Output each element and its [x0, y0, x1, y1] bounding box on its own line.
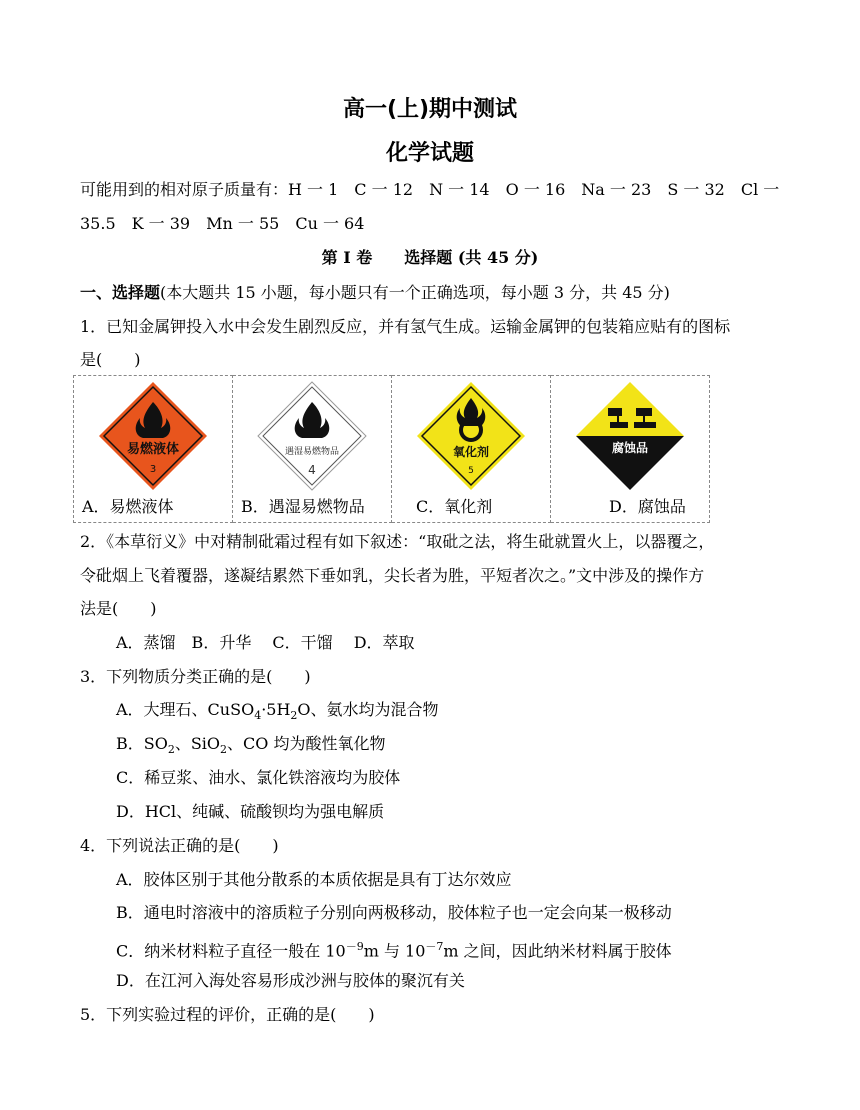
atomic-mass-line-1: 可能用到的相对原子质量有：H 一 1 C 一 12 N 一 14 O 一 16 Na 一 23 S 一 32 Cl 一: [80, 180, 780, 199]
q2-stem-line-3: 法是( ): [80, 599, 157, 618]
q4-option-d: D．在江河入海处容易形成沙洲与胶体的聚沉有关: [116, 971, 465, 990]
flammable-liquid-sign: [74, 380, 232, 490]
section-description: (本大题共 15 小题，每小题只有一个正确选项，每小题 3 分，共 45 分): [160, 283, 670, 302]
corrosive-sign: [551, 380, 709, 490]
q1-stem-line-2: 是( ): [80, 350, 141, 369]
hazard-sign-table: [73, 375, 710, 523]
option-b-label: B．遇湿易燃物品: [241, 497, 365, 516]
svg-text:氧化剂: 氧化剂: [452, 445, 490, 459]
exam-title: 高一(上)期中测试: [342, 97, 518, 122]
option-c-label: C．氧化剂: [416, 497, 493, 516]
svg-text:5: 5: [468, 466, 474, 476]
q4-option-b: B．通电时溶液中的溶质粒子分别向两极移动，胶体粒子也一定会向某一极移动: [116, 903, 672, 922]
option-d-cell: [551, 376, 710, 523]
svg-text:腐蚀品: 腐蚀品: [611, 441, 649, 455]
part-title: 第 I 卷 选择题 (共 45 分): [321, 248, 539, 267]
svg-text:3: 3: [149, 464, 157, 475]
q4-stem: 4．下列说法正确的是( ): [80, 836, 279, 855]
svg-text:遇湿易燃物品: 遇湿易燃物品: [284, 447, 340, 457]
q3-option-a: A．大理石、$CuSO_4\cdot 5H_2O$、氨水均为混合物: [116, 700, 439, 723]
q4-option-a: A．胶体区别于其他分散系的本质依据是具有丁达尔效应: [116, 870, 512, 889]
svg-text:4: 4: [308, 463, 316, 477]
atomic-mass-line-2: 35.5 K 一 39 Mn 一 55 Cu 一 64: [80, 214, 365, 233]
q2-stem-line-2: 令砒烟上飞着覆器，遂凝结累然下垂如乳，尖长者为胜，平短者次之。”文中涉及的操作方: [80, 566, 705, 585]
q5-stem: 5．下列实验过程的评价，正确的是( ): [80, 1005, 375, 1024]
q3-option-d: D．HCl、纯碱、硫酸钡均为强电解质: [116, 802, 385, 821]
q3-option-b: B．$SO_2$、SiO$_2$、CO 均为酸性氧化物: [116, 734, 386, 757]
option-b-cell: [233, 376, 392, 523]
q1-stem-line-1: 1．已知金属钾投入水中会发生剧烈反应，并有氢气生成。运输金属钾的包装箱应贴有的图标: [80, 317, 731, 336]
option-d-label: D．腐蚀品: [609, 497, 686, 516]
option-a-cell: [74, 376, 233, 523]
q3-stem: 3．下列物质分类正确的是( ): [80, 667, 311, 686]
exam-subtitle: 化学试题: [385, 141, 474, 166]
oxidizer-sign: [392, 380, 550, 490]
q2-options: A．蒸馏 B．升华 C．干馏 D．萃取: [116, 633, 415, 652]
q4-option-c: C．纳米材料粒子直径一般在 $10^{-9}m$ 与 $10^{-7}m$ 之间，因此纳米材料属于胶体: [116, 940, 672, 961]
option-c-cell: [392, 376, 551, 523]
dangerous-when-wet-sign: [233, 380, 391, 490]
section-name: 一、选择题: [80, 283, 161, 302]
q2-stem-line-1: 2．《本草衍义》中对精制砒霜过程有如下叙述：“取砒之法，将生砒就置火上，以器覆之，: [80, 532, 715, 551]
svg-text:易燃液体: 易燃液体: [126, 442, 180, 457]
option-a-label: A．易燃液体: [82, 497, 174, 516]
q3-option-c: C．稀豆浆、油水、氯化铁溶液均为胶体: [116, 768, 401, 787]
section-heading: [80, 281, 670, 305]
